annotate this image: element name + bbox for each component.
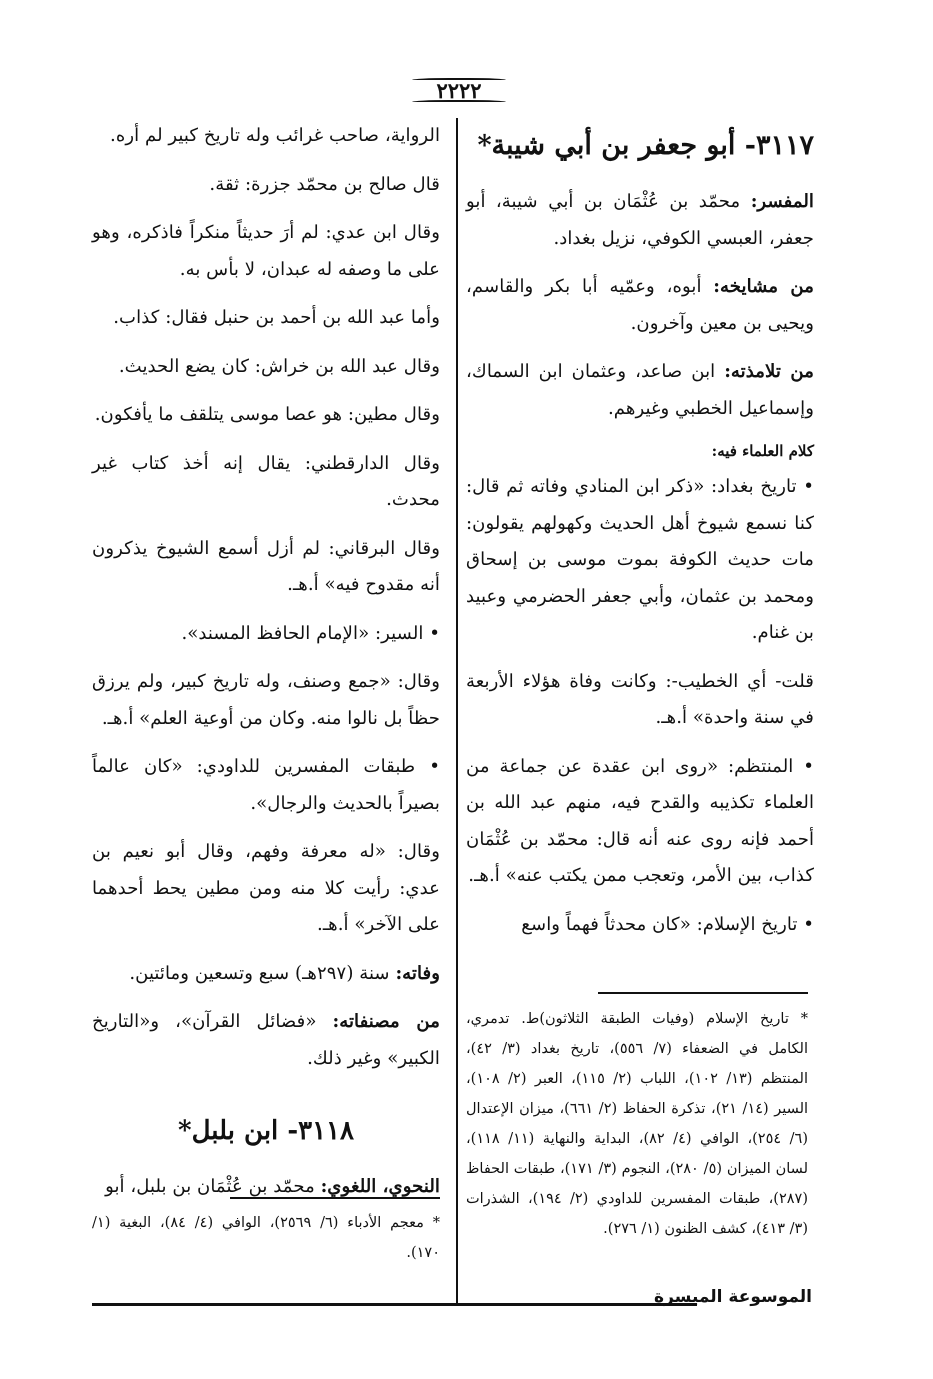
entry-3118-heading: ٣١١٨- ابن بلبل* xyxy=(178,1116,354,1146)
left-text-1: الرواية، صاحب غرائب وله تاريخ كبير لم أره. xyxy=(110,125,440,146)
footnote-rule-left xyxy=(230,1197,440,1199)
page-number-ornament-bottom xyxy=(412,100,506,105)
entry-3117-footnote: * تاريخ الإسلام (وفيات الطبقة الثلاثون)ط. تدمري، الكامل في الضعفاء (٧/ ٥٥٦)، تاريخ بغداد (٣/ ٤٢)، المنتظم (١٣/ ١٠٢)، اللباب (٢/ ١١٥)، العبر (٢/ ١٠٨)، السير (١٤/ ٢١)، تذكرة الحفاظ (٢/ ٦٦١)، ميزان الإعتدال (٦/ ٢٥٤)، الوافي (٤/ ٨٢)، البداية والنهاية (١١/ ١١٨)، لسان الميزان (٥/ ٢٨٠)، النجوم (٣/ ١٧١)، طبقات الحفاظ (٢٨٧)، طبقات المفسرين للداودي (٢/ ١٩٤)، الشذرات (٣/ ٤١٣)، كشف الظنون (١/ ٢٧٦). xyxy=(466,1011,809,1237)
left-text-6: وقال مطين: هو عصا موسى يتلقف ما يأفكون. xyxy=(94,404,440,425)
death-date: وفاته: سنة (٢٩٧هـ) سبع وتسعين ومائتين. xyxy=(129,962,440,984)
entry-3118-footnote: * معجم الأدباء (٦/ ٢٥٦٩)، الوافي (٤/ ٨٤)، البغية (١/ ١٧٠). xyxy=(92,1215,440,1261)
left-text-12: وقال: «له معرفة وفهم، وقال أبو نعيم بن عدي: رأيت كلا منه ومن مطين يحط أحدهما على الآخر» أ.هـ. xyxy=(92,841,440,935)
page-footer xyxy=(92,1287,812,1317)
column-divider xyxy=(456,118,458,1303)
left-text-8: وقال البرقاني: لم أزل أسمع الشيوخ يذكرون أنه مقدوح فيه» أ.هـ. xyxy=(92,537,440,595)
entry-3117-heading: ٣١١٧- أبو جعفر بن أبي شيبة* xyxy=(477,130,814,161)
entry-3117-text-3: • المنتظم: «روى ابن عقدة عن جماعة من العلماء تكذيبه والقدح فيه، منهم عبد الله بن أحمد فإنه روى عنه أنه قال: محمّد بن عُثْمَان كذاب، بين الأمر، وتعجب ممن يكتب عنه» أ.هـ. xyxy=(466,755,814,886)
left-column xyxy=(92,118,440,1218)
footer-rule xyxy=(92,1303,697,1306)
entry-3117-students: من تلامذته: ابن صاعد، وعثمان ابن السماك، وإسماعيل الخطبي وغيرهم. xyxy=(466,361,814,419)
left-text-9: • السير: «الإمام الحافظ المسند». xyxy=(181,622,440,644)
entry-3117-text-4: • تاريخ الإسلام: «كان محدثاً فهماً واسع xyxy=(521,913,814,935)
left-text-7: وقال الدارقطني: يقال إنه أخذ كتاب غير محدث. xyxy=(92,452,440,510)
left-text-11: • طبقات المفسرين للداودي: «كان عالماً بصيراً بالحديث والرجال». xyxy=(92,756,440,814)
entry-3117-text-2: قلت- أي الخطيب-: وكانت وفاة هؤلاء الأربعة في سنة واحدة» أ.هـ. xyxy=(466,670,814,728)
right-column xyxy=(466,118,814,955)
page-number: ٢٢٢٢ xyxy=(404,72,514,108)
works-list: من مصنفاته: «فضائل القرآن»، و«التاريخ الكبير» وغير ذلك. xyxy=(92,1011,440,1069)
left-text-3: وقال ابن عدي: لم أرَ حديثاً منكراً فاذكره، وهو على ما وصفه له عبدان، لا بأس به. xyxy=(92,222,440,280)
page-number-ornament-top xyxy=(412,78,506,83)
left-text-10: وقال: «جمع وصنف، وله تاريخ كبير، ولم يرزق حظاً بل نالوا منه. وكان من أوعية العلم» أ.هـ. xyxy=(92,671,440,729)
left-text-5: وقال عبد الله بن خراش: كان يضع الحديث. xyxy=(118,355,440,377)
entry-3117-intro: المفسر: محمّد بن عُثْمَان بن أبي شيبة، أبو جعفر، العبسي الكوفي، نزيل بغداد. xyxy=(466,191,814,249)
entry-3117-teachers: من مشايخه: أبوه، وعمّيه أبا بكر والقاسم، ويحيى بن معين وآخرون. xyxy=(466,276,814,334)
entry-3117-text-1: • تاريخ بغداد: «ذكر ابن المنادي وفاته ثم قال: كنا نسمع شيوخ أهل الحديث وكهولهم يقولون: مات حديث الكوفة بموت موسى بن إسحاق ومحمد بن عثمان، وأبي جعفر الحضرمي وعبيد بن غنام. xyxy=(466,476,814,643)
footnote-rule-right xyxy=(598,992,808,994)
entry-3118-intro: النحوي، اللغوي: محمّد بن عُثْمَان بن بلبل، أبو xyxy=(105,1176,440,1197)
scholars-subheading: كلام العلماء فيه: xyxy=(711,442,814,460)
left-text-2: قال صالح بن محمّد جزرة: ثقة. xyxy=(209,173,440,195)
footer-title: الموسوعة الميسرة xyxy=(654,1287,812,1307)
left-text-4: وأما عبد الله بن أحمد بن حنبل فقال: كذاب. xyxy=(113,307,440,328)
